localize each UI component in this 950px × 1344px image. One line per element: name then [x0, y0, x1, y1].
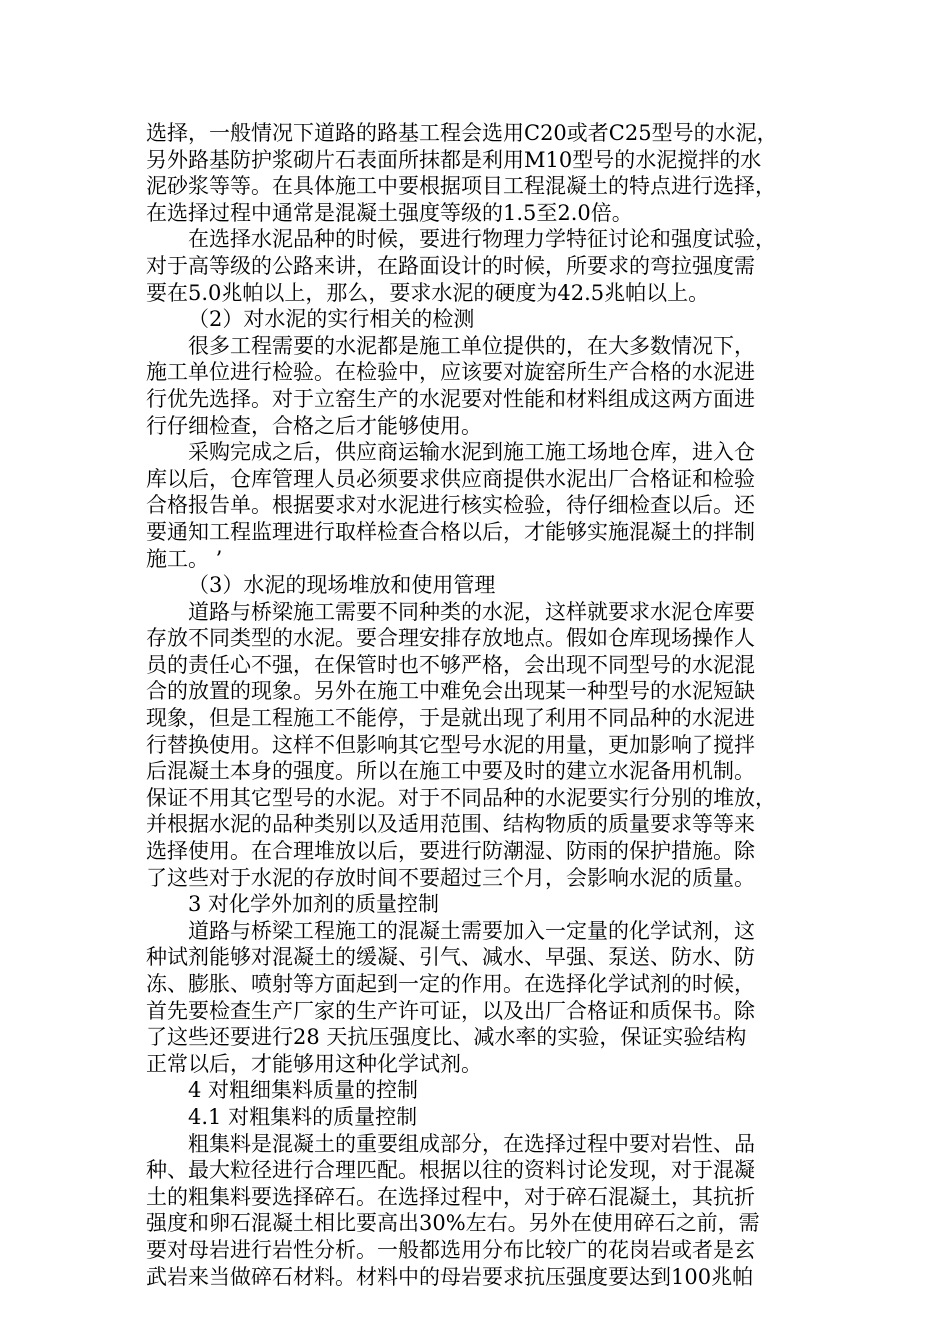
- section-heading: （3）水泥的现场堆放和使用管理: [188, 573, 496, 598]
- text-line: 并根据水泥的品种类别以及适用范围、结构物质的质量要求等等来: [146, 812, 755, 837]
- text-line: 另外路基防护浆砌片石表面所抹都是利用M10型号的水泥搅拌的水: [146, 147, 762, 172]
- section-heading: 4 对粗细集料质量的控制: [188, 1078, 419, 1103]
- section-heading: （2）对水泥的实行相关的检测: [188, 307, 475, 332]
- subsection-heading: 4.1 对粗集料的质量控制: [188, 1104, 418, 1129]
- text-line: 要对母岩进行岩性分析。一般都选用分布比较广的花岗岩或者是玄: [146, 1237, 755, 1262]
- text-line: 泥砂浆等等。在具体施工中要根据项目工程混凝土的特点进行选择，: [146, 174, 776, 199]
- text-line: 现象，但是工程施工不能停，于是就出现了利用不同品种的水泥进: [146, 706, 755, 731]
- paragraph-start-line: 道路与桥梁施工需要不同种类的水泥，这样就要求水泥仓库要: [188, 599, 755, 624]
- text-line: 库以后，仓库管理人员必须要求供应商提供水泥出厂合格证和检验: [146, 466, 755, 491]
- text-line: 合格报告单。根据要求对水泥进行核实检验，待仔细检查以后。还: [146, 493, 755, 518]
- paragraph-start-line: 在选择水泥品种的时候，要进行物理力学特征讨论和强度试验，: [188, 227, 776, 252]
- text-line: 施工。 ’: [146, 546, 223, 571]
- text-line: 冻、膨胀、喷射等方面起到一定的作用。在选择化学试剂的时候，: [146, 972, 755, 996]
- document-page: [146, 120, 808, 1290]
- paragraph-start-line: 粗集料是混凝土的重要组成部分，在选择过程中要对岩性、品: [188, 1131, 755, 1156]
- text-line: 强度和卵石混凝土相比要高出30%左右。另外在使用碎石之前，需: [146, 1211, 760, 1236]
- text-line: 对于高等级的公路来讲，在路面设计的时候，所要求的弯拉强度需: [146, 253, 755, 278]
- text-line: 存放不同类型的水泥。要合理安排存放地点。假如仓库现场操作人: [146, 626, 755, 651]
- text-line: 了这些还要进行28 天抗压强度比、减水率的实验，保证实验结构: [146, 1025, 747, 1050]
- text-line: 合的放置的现象。另外在施工中难免会出现某一种型号的水泥短缺: [146, 679, 755, 704]
- text-line: 后混凝土本身的强度。所以在施工中要及时的建立水泥备用机制。: [146, 759, 755, 784]
- text-line: 武岩来当做碎石材料。材料中的母岩要求抗压强度要达到100兆帕: [146, 1264, 754, 1289]
- text-line: 施工单位进行检验。在检验中，应该要对旋窑所生产合格的水泥进: [146, 360, 755, 385]
- text-line: 要在5.0兆帕以上，那么，要求水泥的硬度为42.5兆帕以上。: [146, 280, 710, 305]
- paragraph-start-line: 道路与桥梁工程施工的混凝土需要加入一定量的化学试剂，这: [188, 918, 755, 943]
- text-line: 行仔细检查，合格之后才能够使用。: [146, 413, 482, 438]
- text-line: 正常以后，才能够用这种化学试剂。: [146, 1051, 482, 1076]
- text-line: 土的粗集料要选择碎石。在选择过程中，对于碎石混凝土，其抗折: [146, 1184, 755, 1209]
- text-line: 了这些对于水泥的存放时间不要超过三个月，会影响水泥的质量。: [146, 865, 755, 890]
- text-line: 要通知工程监理进行取样检查合格以后，才能够实施混凝土的拌制: [146, 519, 755, 544]
- section-heading: 3 对化学外加剂的质量控制: [188, 892, 440, 917]
- text-line: 首先要检查生产厂家的生产许可证，以及出厂合格证和质保书。除: [146, 998, 755, 1023]
- text-line: 种、最大粒径进行合理匹配。根据以往的资料讨论发现，对于混凝: [146, 1158, 755, 1183]
- text-line: 在选择过程中通常是混凝土强度等级的1.5至2.0倍。: [146, 200, 633, 225]
- text-line: 保证不用其它型号的水泥。对于不同品种的水泥要实行分别的堆放，: [146, 785, 776, 810]
- paragraph-start-line: 采购完成之后，供应商运输水泥到施工施工场地仓库，进入仓: [188, 440, 755, 465]
- paragraph-start-line: 很多工程需要的水泥都是施工单位提供的，在大多数情况下，: [188, 333, 755, 358]
- text-line: 员的责任心不强，在保管时也不够严格，会出现不同型号的水泥混: [146, 652, 755, 677]
- text-line: 行替换使用。这样不但影响其它型号水泥的用量，更加影响了搅拌: [146, 732, 755, 757]
- text-line: 行优先选择。对于立窑生产的水泥要对性能和材料组成这两方面进: [146, 386, 755, 411]
- text-line: 选择，一般情况下道路的路基工程会选用C20或者C25型号的水泥，: [146, 121, 778, 145]
- text-line: 种试剂能够对混凝土的缓凝、引气、减水、早强、泵送、防水、防: [146, 945, 755, 970]
- text-line: 选择使用。在合理堆放以后，要进行防潮湿、防雨的保护措施。除: [146, 839, 755, 864]
